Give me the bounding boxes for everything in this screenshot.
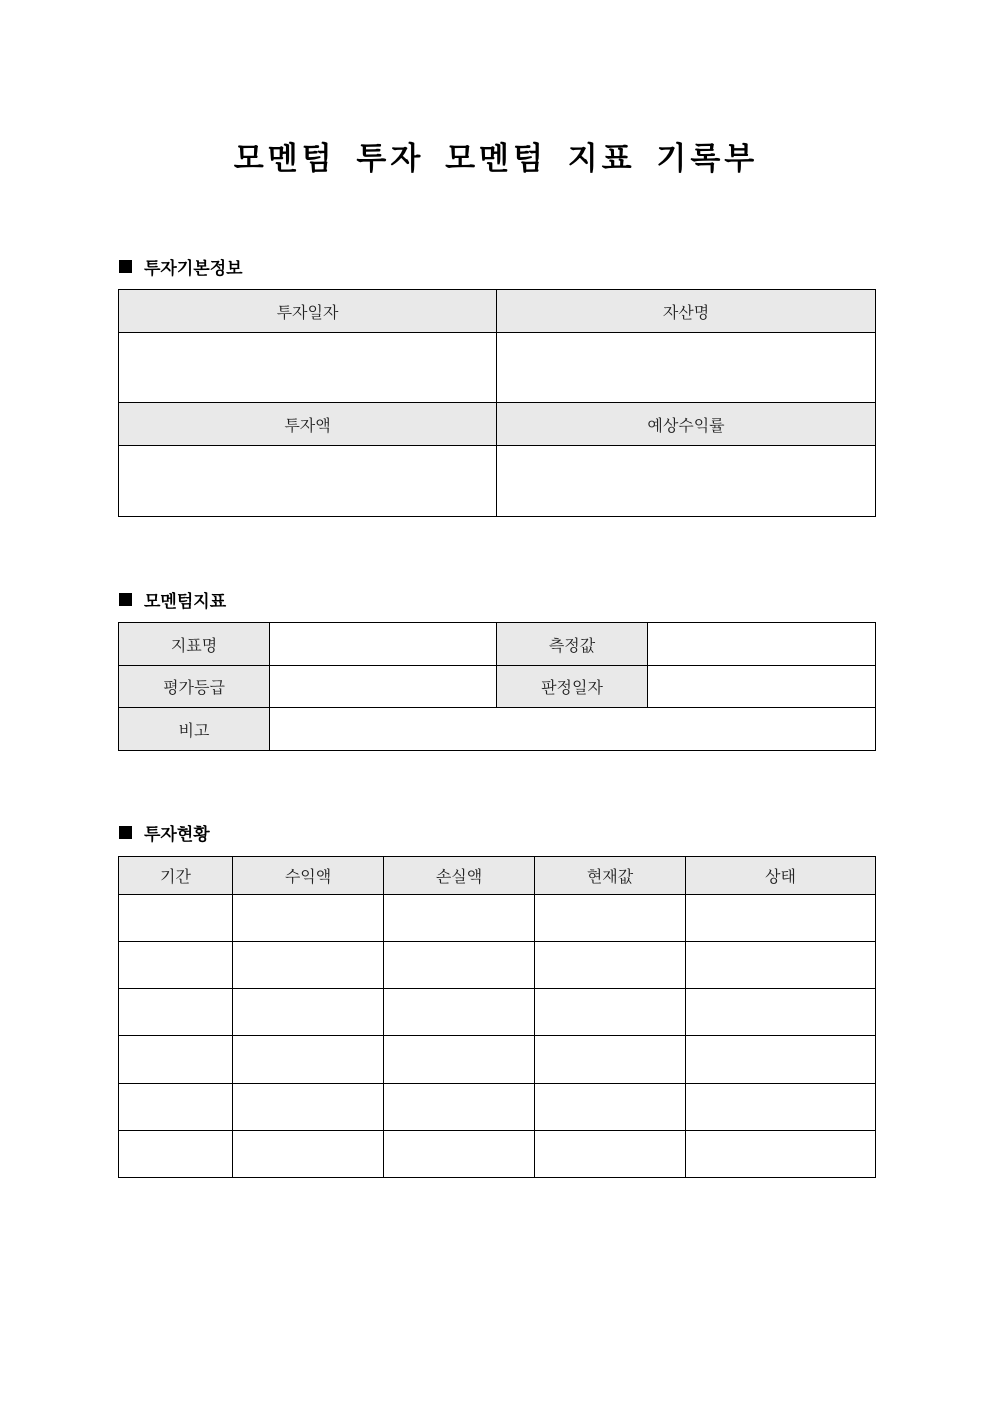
cell-profit[interactable] bbox=[233, 942, 384, 989]
label-expected-return: 예상수익률 bbox=[497, 403, 876, 446]
table-row bbox=[119, 989, 876, 1036]
cell-profit[interactable] bbox=[233, 1036, 384, 1084]
field-expected-return[interactable] bbox=[497, 446, 876, 517]
square-bullet-icon bbox=[119, 826, 132, 839]
cell-current-value[interactable] bbox=[535, 1036, 686, 1084]
section-heading-basic-info bbox=[119, 254, 243, 279]
cell-period[interactable] bbox=[119, 1036, 233, 1084]
square-bullet-icon bbox=[119, 260, 132, 273]
label-asset-name: 자산명 bbox=[497, 290, 876, 333]
label-remarks: 비고 bbox=[119, 708, 270, 751]
cell-profit[interactable] bbox=[233, 989, 384, 1036]
cell-loss[interactable] bbox=[384, 895, 535, 942]
cell-period[interactable] bbox=[119, 942, 233, 989]
field-rating[interactable] bbox=[270, 666, 497, 708]
cell-status[interactable] bbox=[686, 1036, 876, 1084]
cell-profit[interactable] bbox=[233, 1084, 384, 1131]
field-indicator-name[interactable] bbox=[270, 623, 497, 666]
section-heading-label: 투자현황 bbox=[144, 825, 210, 845]
label-measured-value: 측정값 bbox=[497, 623, 648, 666]
table-row bbox=[119, 1036, 876, 1084]
field-invest-date[interactable] bbox=[119, 333, 497, 403]
label-judgment-date: 판정일자 bbox=[497, 666, 648, 708]
column-header-current-value: 현재값 bbox=[535, 857, 686, 895]
cell-status[interactable] bbox=[686, 942, 876, 989]
label-indicator-name: 지표명 bbox=[119, 623, 270, 666]
column-header-period: 기간 bbox=[119, 857, 233, 895]
cell-loss[interactable] bbox=[384, 989, 535, 1036]
table-row bbox=[119, 1131, 876, 1178]
cell-period[interactable] bbox=[119, 895, 233, 942]
table-row bbox=[119, 895, 876, 942]
column-header-loss: 손실액 bbox=[384, 857, 535, 895]
column-header-profit: 수익액 bbox=[233, 857, 384, 895]
cell-status[interactable] bbox=[686, 989, 876, 1036]
cell-profit[interactable] bbox=[233, 895, 384, 942]
momentum-indicator-table bbox=[118, 622, 876, 751]
cell-loss[interactable] bbox=[384, 942, 535, 989]
label-invest-amount: 투자액 bbox=[119, 403, 497, 446]
cell-loss[interactable] bbox=[384, 1036, 535, 1084]
document-title: 모멘텀 투자 모멘텀 지표 기록부 bbox=[233, 141, 759, 177]
cell-profit[interactable] bbox=[233, 1131, 384, 1178]
square-bullet-icon bbox=[119, 593, 132, 606]
section-heading-momentum-indicator bbox=[119, 587, 226, 612]
cell-period[interactable] bbox=[119, 989, 233, 1036]
cell-loss[interactable] bbox=[384, 1084, 535, 1131]
column-header-status: 상태 bbox=[686, 857, 876, 895]
cell-status[interactable] bbox=[686, 1131, 876, 1178]
section-heading-label: 투자기본정보 bbox=[144, 259, 243, 279]
cell-status[interactable] bbox=[686, 1084, 876, 1131]
cell-current-value[interactable] bbox=[535, 942, 686, 989]
table-row bbox=[119, 942, 876, 989]
cell-status[interactable] bbox=[686, 895, 876, 942]
cell-current-value[interactable] bbox=[535, 1131, 686, 1178]
cell-current-value[interactable] bbox=[535, 1084, 686, 1131]
table-header-row bbox=[119, 857, 876, 895]
cell-current-value[interactable] bbox=[535, 989, 686, 1036]
label-rating: 평가등급 bbox=[119, 666, 270, 708]
section-heading-investment-status bbox=[119, 820, 210, 845]
cell-current-value[interactable] bbox=[535, 895, 686, 942]
field-asset-name[interactable] bbox=[497, 333, 876, 403]
label-invest-date: 투자일자 bbox=[119, 290, 497, 333]
investment-status-table bbox=[118, 856, 876, 1178]
field-measured-value[interactable] bbox=[648, 623, 876, 666]
table-row bbox=[119, 1084, 876, 1131]
basic-info-table bbox=[118, 289, 876, 517]
cell-loss[interactable] bbox=[384, 1131, 535, 1178]
cell-period[interactable] bbox=[119, 1084, 233, 1131]
field-remarks[interactable] bbox=[270, 708, 876, 751]
cell-period[interactable] bbox=[119, 1131, 233, 1178]
field-invest-amount[interactable] bbox=[119, 446, 497, 517]
section-heading-label: 모멘텀지표 bbox=[144, 592, 227, 612]
field-judgment-date[interactable] bbox=[648, 666, 876, 708]
